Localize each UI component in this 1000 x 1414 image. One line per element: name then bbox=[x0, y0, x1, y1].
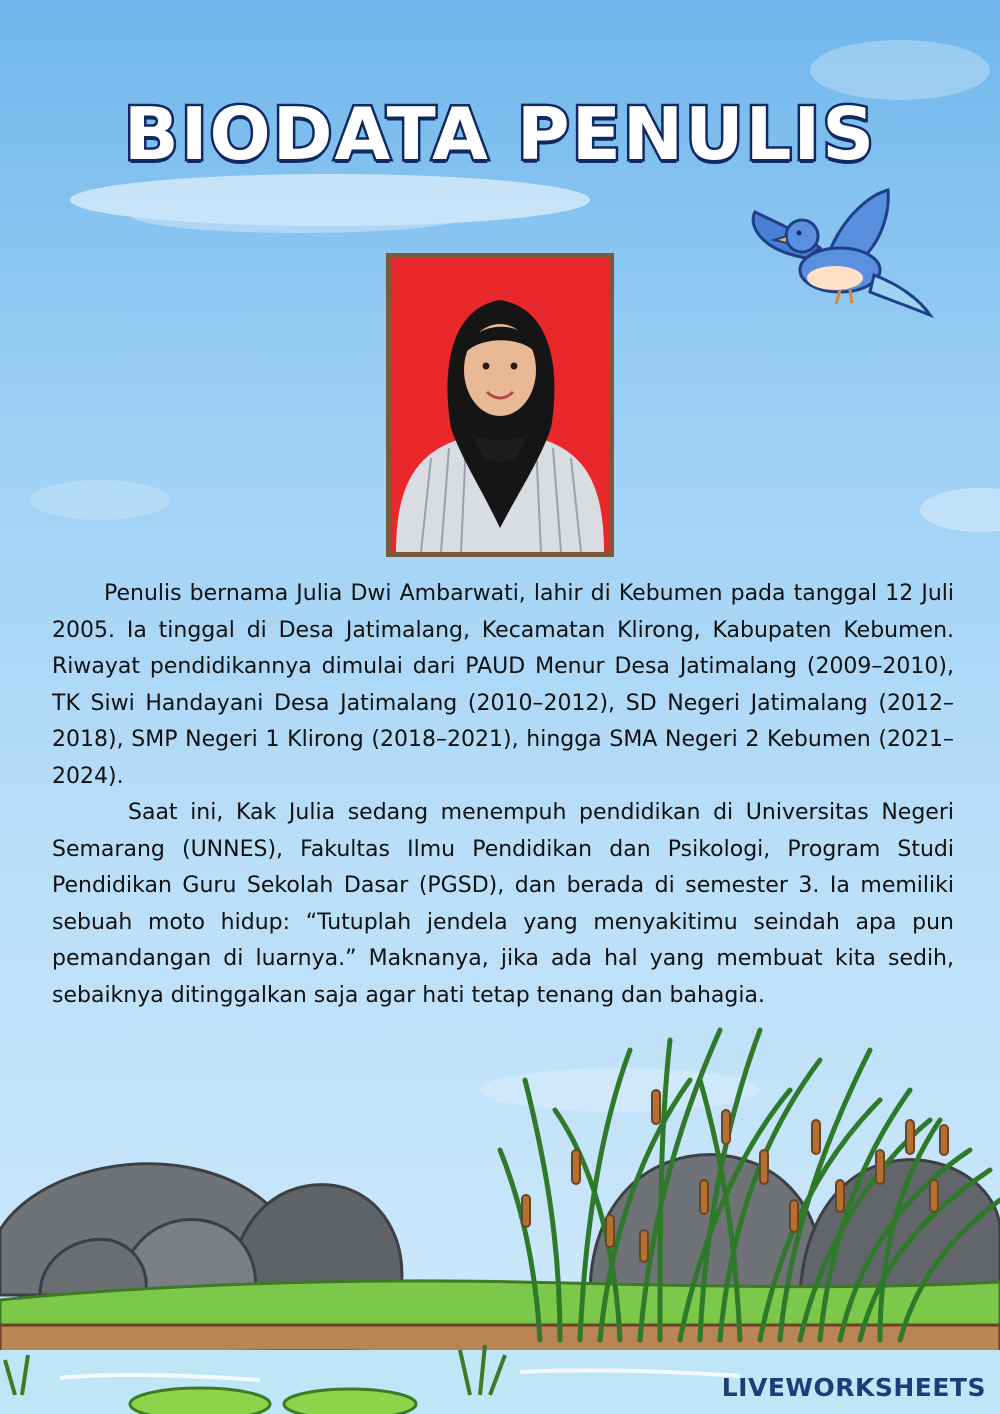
portrait-illustration bbox=[391, 258, 609, 552]
bird-icon bbox=[753, 190, 930, 315]
author-photo bbox=[386, 253, 614, 557]
bio-paragraph-1: Penulis bernama Julia Dwi Ambarwati, lahir di Kebumen pada tanggal 12 Juli 2005. Ia tinggal di Desa Jatimalang, Kecamatan Klirong, Kabupaten Kebumen. Riwayat pendidikannya dimulai dari PAUD Menur Desa Jatimalang (2009–2010), TK Siwi Handayani Desa Jatimalang (2010–2012), SD Negeri Jatimalang (2012–2018), SMP Negeri 1 Klirong (2018–2021), hingga SMA Negeri 2 Kebumen (2021–2024). bbox=[52, 581, 954, 789]
liveworksheets-watermark: LIVEWORKSHEETS bbox=[721, 1373, 986, 1402]
author-biography bbox=[52, 576, 954, 1014]
soil-edge bbox=[0, 1325, 1000, 1354]
bio-paragraph-2: Saat ini, Kak Julia sedang menempuh pendidikan di Universitas Negeri Semarang (UNNES), Fakultas Ilmu Pendidikan dan Psikologi, Program Studi Pendidikan Guru Sekolah Dasar (PGSD), dan berada di semester 3. Ia memiliki sebuah moto hidup: “Tutuplah jendela yang menyakitimu seindah apa pun pemandangan di luarnya.” Maknanya, jika ada hal yang membuat kita sedih, sebaiknya ditinggalkan saja agar hati tetap tenang dan bahagia. bbox=[52, 800, 954, 1008]
page-title: BIODATA PENULIS bbox=[123, 92, 877, 176]
rocks bbox=[0, 1155, 1000, 1295]
